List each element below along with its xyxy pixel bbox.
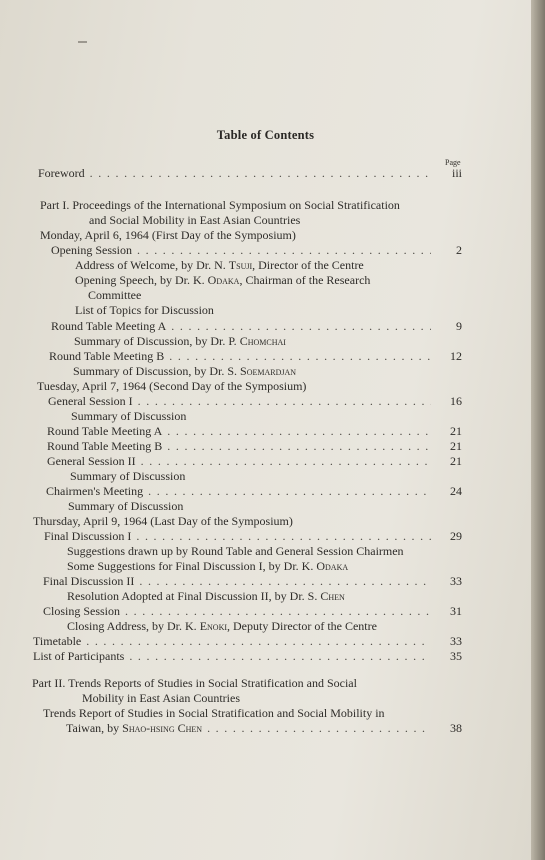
leader-dots <box>148 483 431 499</box>
toc-entry-round-table-b[interactable] <box>47 438 462 454</box>
toc-entry-opening-session[interactable] <box>51 242 462 258</box>
entry-label: General Session I <box>48 394 133 408</box>
entry-page: 24 <box>450 484 462 498</box>
entry-label: Closing Session <box>43 604 121 618</box>
author-name: Soemardjan <box>240 364 297 378</box>
page-edge-shadow <box>531 0 545 860</box>
toc-entry-foreword[interactable] <box>38 165 462 181</box>
toc-subentry <box>74 333 286 349</box>
toc-entry-round-table-a[interactable] <box>51 318 462 334</box>
toc-entry-round-table-b[interactable] <box>49 348 462 364</box>
leader-dots <box>169 348 431 364</box>
entry-label: General Session II <box>47 454 136 468</box>
toc-subentry <box>67 618 377 634</box>
toc-subentry: Summary of Discussion <box>68 499 184 513</box>
entry-page: 29 <box>450 529 462 543</box>
author-name: Chomchai <box>239 334 286 348</box>
part-heading-continued: and Social Mobility in East Asian Countries <box>89 213 301 227</box>
subentry-text: , Chairman of the Research <box>239 273 371 287</box>
entry-page: 31 <box>450 604 462 618</box>
toc-subentry <box>67 558 348 574</box>
toc-subentry <box>73 363 296 379</box>
author-name: Odaka <box>207 273 240 287</box>
entry-label: Final Discussion I <box>44 529 132 543</box>
ink-speck <box>78 41 87 43</box>
entry-label: Timetable <box>33 634 82 648</box>
day-heading: Thursday, April 9, 1964 (Last Day of the Symposium) <box>33 514 293 528</box>
leader-dots <box>139 573 431 589</box>
toc-entry-final-discussion-2[interactable] <box>43 573 462 589</box>
entry-page: 16 <box>450 394 462 408</box>
toc-entry-chairmens-meeting[interactable] <box>46 483 462 499</box>
entry-page: 35 <box>450 649 462 663</box>
subentry-text: Address of Welcome, by Dr. N. <box>75 258 229 272</box>
entry-label: List of Participants <box>33 649 125 663</box>
entry-label: Round Table Meeting B <box>47 439 163 453</box>
leader-dots <box>136 528 431 544</box>
toc-subentry: Trends Report of Studies in Social Stratification and Social Mobility in <box>43 706 385 720</box>
subentry-text: Summary of Discussion, by Dr. P. <box>74 334 240 348</box>
author-name: Shao-hsing Chen <box>122 721 203 735</box>
page-column-header: Page <box>445 158 461 167</box>
toc-subentry: List of Topics for Discussion <box>75 303 214 317</box>
leader-dots <box>167 438 431 454</box>
part-heading: Part I. Proceedings of the International Symposium on Social Stratification <box>40 198 400 212</box>
entry-label-text: Taiwan, by <box>66 721 123 735</box>
day-heading: Monday, April 6, 1964 (First Day of the Symposium) <box>40 228 296 242</box>
toc-subentry: Suggestions drawn up by Round Table and General Session Chairmen <box>67 544 404 558</box>
subentry-text: Resolution Adopted at Final Discussion II, by Dr. S. <box>67 589 321 603</box>
entry-page: 33 <box>450 634 462 648</box>
subentry-text: Closing Address, by Dr. K. <box>67 619 200 633</box>
leader-dots <box>167 423 431 439</box>
toc-entry-timetable[interactable] <box>33 633 462 649</box>
toc-subentry <box>75 272 370 288</box>
entry-page: 21 <box>450 424 462 438</box>
toc-subentry <box>67 588 345 604</box>
toc-subentry <box>75 257 364 273</box>
leader-dots <box>141 453 431 469</box>
entry-label: Round Table Meeting A <box>47 424 163 438</box>
entry-page: iii <box>451 166 462 180</box>
subentry-text: Some Suggestions for Final Discussion I, by Dr. K. <box>67 559 317 573</box>
toc-entry-round-table-a[interactable] <box>47 423 462 439</box>
toc-entry-final-discussion-1[interactable] <box>44 528 462 544</box>
author-name: Enoki <box>199 619 228 633</box>
entry-label: Opening Session <box>51 243 132 257</box>
entry-page: 2 <box>456 243 462 257</box>
entry-page: 21 <box>450 454 462 468</box>
leader-dots <box>86 633 431 649</box>
author-name: Odaka <box>316 559 349 573</box>
part-heading-continued: Mobility in East Asian Countries <box>82 691 240 705</box>
leader-dots <box>137 242 431 258</box>
leader-dots <box>171 318 431 334</box>
entry-label: Final Discussion II <box>43 574 135 588</box>
toc-entry-taiwan-report[interactable] <box>66 720 462 736</box>
entry-label: Foreword <box>38 166 85 180</box>
toc-subentry-continued: Committee <box>88 288 142 302</box>
entry-page: 38 <box>450 721 462 735</box>
subentry-text: Opening Speech, by Dr. K. <box>75 273 208 287</box>
subentry-text: Summary of Discussion, by Dr. S. <box>73 364 241 378</box>
toc-subentry: Summary of Discussion <box>70 469 186 483</box>
entry-label: Round Table Meeting B <box>49 349 165 363</box>
entry-label: Chairmen's Meeting <box>46 484 144 498</box>
entry-label <box>66 720 202 736</box>
day-heading: Tuesday, April 7, 1964 (Second Day of the Symposium) <box>37 379 307 393</box>
leader-dots <box>138 393 431 409</box>
entry-page: 12 <box>450 349 462 363</box>
toc-subentry: Summary of Discussion <box>71 409 187 423</box>
toc-entry-general-session-2[interactable] <box>47 453 462 469</box>
toc-entry-list-of-participants[interactable] <box>33 648 462 664</box>
part-heading: Part II. Trends Reports of Studies in Social Stratification and Social <box>32 676 357 690</box>
leader-dots <box>125 603 431 619</box>
entry-label: Round Table Meeting A <box>51 319 167 333</box>
entry-page: 21 <box>450 439 462 453</box>
subentry-text: , Deputy Director of the Centre <box>227 619 377 633</box>
leader-dots <box>129 648 431 664</box>
leader-dots <box>207 720 431 736</box>
toc-entry-general-session-1[interactable] <box>48 393 462 409</box>
author-name: Chen <box>320 589 345 603</box>
page-title: Table of Contents <box>216 128 315 142</box>
toc-entry-closing-session[interactable] <box>43 603 462 619</box>
author-name: Tsuji <box>228 258 253 272</box>
entry-page: 33 <box>450 574 462 588</box>
leader-dots <box>90 165 431 181</box>
subentry-text: , Director of the Centre <box>252 258 364 272</box>
entry-page: 9 <box>456 319 462 333</box>
